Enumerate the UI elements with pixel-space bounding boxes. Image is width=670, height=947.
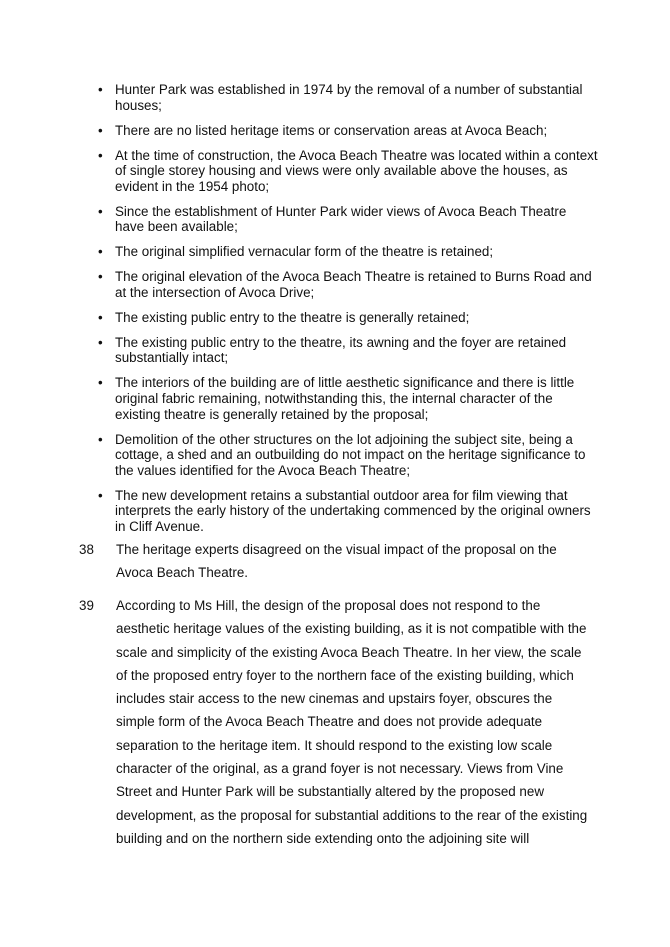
list-item	[98, 335, 598, 366]
list-item	[98, 432, 598, 479]
bullet-icon: •	[98, 122, 103, 138]
bullet-icon: •	[98, 82, 103, 97]
list-item-text: Hunter Park was established in 1974 by the removal of a number of substantial houses;	[115, 82, 583, 113]
paragraph-38	[79, 538, 589, 585]
list-item-text: The new development retains a substantial outdoor area for film viewing that interprets the early history of the undertaking commenced by the original owners in Cliff Avenue.	[115, 487, 591, 534]
list-item	[98, 123, 598, 139]
bullet-icon: •	[98, 269, 103, 285]
list-item-text: The existing public entry to the theatre, its awning and the foyer are retained substantially intact;	[115, 334, 567, 366]
paragraph-number: 39	[79, 598, 94, 613]
bullet-icon: •	[98, 244, 103, 260]
paragraph-text: The heritage experts disagreed on the visual impact of the proposal on the Avoca Beach Theatre.	[116, 542, 557, 581]
bullet-icon: •	[98, 203, 103, 219]
list-item-text: The interiors of the building are of little aesthetic significance and there is little original fabric remaining, notwithstanding this, the internal character of the existing theatre is generally retained by the proposal;	[115, 375, 575, 422]
bullet-icon: •	[98, 375, 103, 391]
paragraph-number: 38	[79, 542, 94, 557]
list-item	[98, 488, 598, 535]
paragraph-text: According to Ms Hill, the design of the proposal does not respond to the aesthetic heritage values of the existing building, as it is not compatible with the scale and simplicity of the existing Avoca Beach Theatre. In her view, the scale of the proposed entry foyer to the northern face of the existing building, which includes stair access to the new cinemas and upstairs foyer, obscures the simple form of the Avoca Beach Theatre and does not provide adequate separation to the heritage item. It should respond to the existing low scale character of the original, as a grand foyer is not necessary. Views from Vine Street and Hunter Park will be substantially altered by the proposed new development, as the proposal for substantial additions to the rear of the existing building and on the northern side extending onto the adjoining site will	[116, 598, 588, 846]
list-item	[98, 82, 598, 113]
list-item	[98, 148, 598, 195]
list-item	[98, 204, 598, 235]
bullet-icon: •	[98, 334, 103, 350]
list-item	[98, 244, 598, 260]
list-item	[98, 310, 598, 326]
bullet-icon: •	[98, 147, 103, 163]
list-item-text: The original simplified vernacular form of the theatre is retained;	[115, 244, 494, 260]
heritage-findings-list	[98, 82, 598, 544]
bullet-icon: •	[98, 431, 103, 447]
list-item-text: The existing public entry to the theatre is generally retained;	[115, 309, 470, 325]
list-item-text: Demolition of the other structures on the lot adjoining the subject site, being a cottage, a shed and an outbuilding do not impact on the heritage significance to the values identified for the Avoca Beach Theatre;	[115, 431, 586, 478]
list-item	[98, 269, 598, 300]
paragraph-39	[79, 594, 589, 850]
list-item-text: The original elevation of the Avoca Beach Theatre is retained to Burns Road and at the intersection of Avoca Drive;	[115, 269, 592, 300]
list-item	[98, 375, 598, 422]
bullet-icon: •	[98, 487, 103, 503]
list-item-text: There are no listed heritage items or conservation areas at Avoca Beach;	[115, 122, 548, 138]
list-item-text: At the time of construction, the Avoca Beach Theatre was located within a context of single storey housing and views were only available above the houses, as evident in the 1954 photo;	[115, 147, 598, 194]
list-item-text: Since the establishment of Hunter Park wider views of Avoca Beach Theatre have been available;	[115, 203, 567, 235]
bullet-icon: •	[98, 309, 103, 325]
